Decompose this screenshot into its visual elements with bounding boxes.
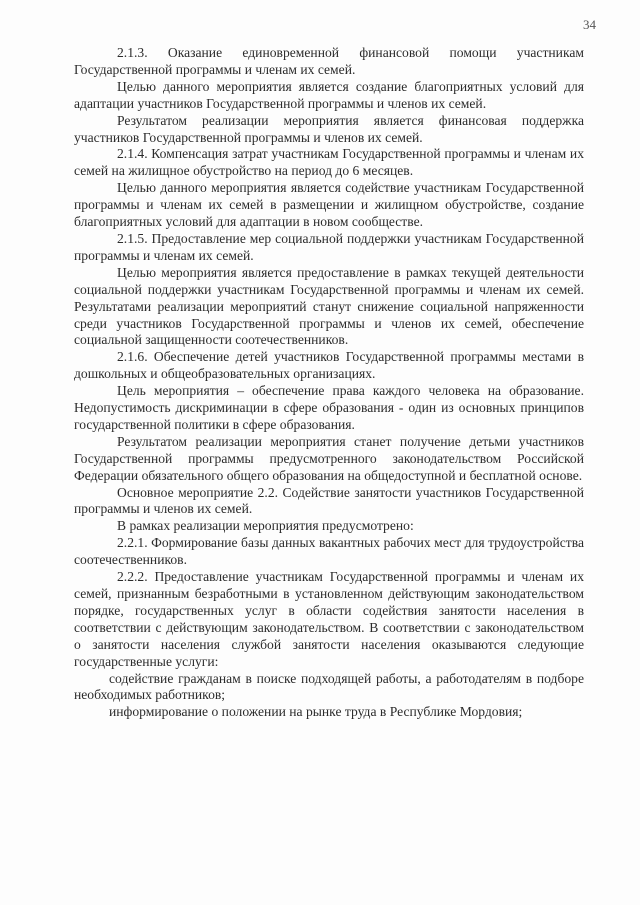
section-heading: 2.1.5. Предоставление мер социальной поддержки участникам Государственной программы и членам их семей. [74,230,584,263]
paragraph: Результатом реализации мероприятия станет получение детьми участников Государственной программы предусмотренного законодательством Российской Федерации обязательного общего образования на общедоступной и бесплатной основе. [74,433,584,483]
list-item: информирование о положении на рынке труда в Республике Мордовия; [109,704,523,720]
list-item: содействие гражданам в поиске подходящей работы, а работодателям в подборе необходимых работников; [74,670,584,703]
section-heading: 2.2.1. Формирование базы данных вакантных рабочих мест для трудоустройства соотечественников. [74,535,584,568]
paragraph: Целью данного мероприятия является содействие участникам Государственной программы и членам их семей в размещении и жилищном обустройстве, создание благоприятных условий для адаптации в новом сообществе. [74,180,584,230]
page-number: 34 [583,17,596,32]
document-body [74,45,584,721]
section-heading: 2.1.6. Обеспечение детей участников Государственной программы местами в дошкольных и общеобразовательных организациях. [74,349,584,382]
paragraph: Результатом реализации мероприятия является финансовая поддержка участников Государственной программы и членов их семей. [74,112,584,145]
paragraph: В рамках реализации мероприятия предусмотрено: [117,518,414,534]
section-heading: Основное мероприятие 2.2. Содействие занятости участников Государственной программы и членов их семей. [74,484,584,517]
paragraph: Целью мероприятия является предоставление в рамках текущей деятельности социальной поддержки участникам Государственной программы и членам их семей. Результатами реализации мероприятий станут снижение социальной напряженности среди участников Государственной программы и членов их семей, обеспечение социальной защищенности соотечественников. [74,264,584,348]
section-heading: 2.1.3. Оказание единовременной финансовой помощи участникам Государственной программы и членам их семей. [74,45,584,77]
section-heading: 2.1.4. Компенсация затрат участникам Государственной программы и членам их семей на жилищное обустройство на период до 6 месяцев. [74,146,584,179]
section-heading: 2.2.2. Предоставление участникам Государственной программы и членам их семей, признанным безработными в установленном действующим законодательством порядке, государственных услуг в области содействия занятости населения в соответствии с действующим законодательством. В соответствии с законодательством о занятости населения службой занятости населения оказываются следующие государственные услуги: [74,569,584,669]
paragraph: Целью данного мероприятия является создание благоприятных условий для адаптации участников Государственной программы и членов их семей. [74,78,584,111]
paragraph: Цель мероприятия – обеспечение права каждого человека на образование. Недопустимость дискриминации в сфере образования - один из основных принципов государственной политики в сфере образования. [74,383,584,432]
